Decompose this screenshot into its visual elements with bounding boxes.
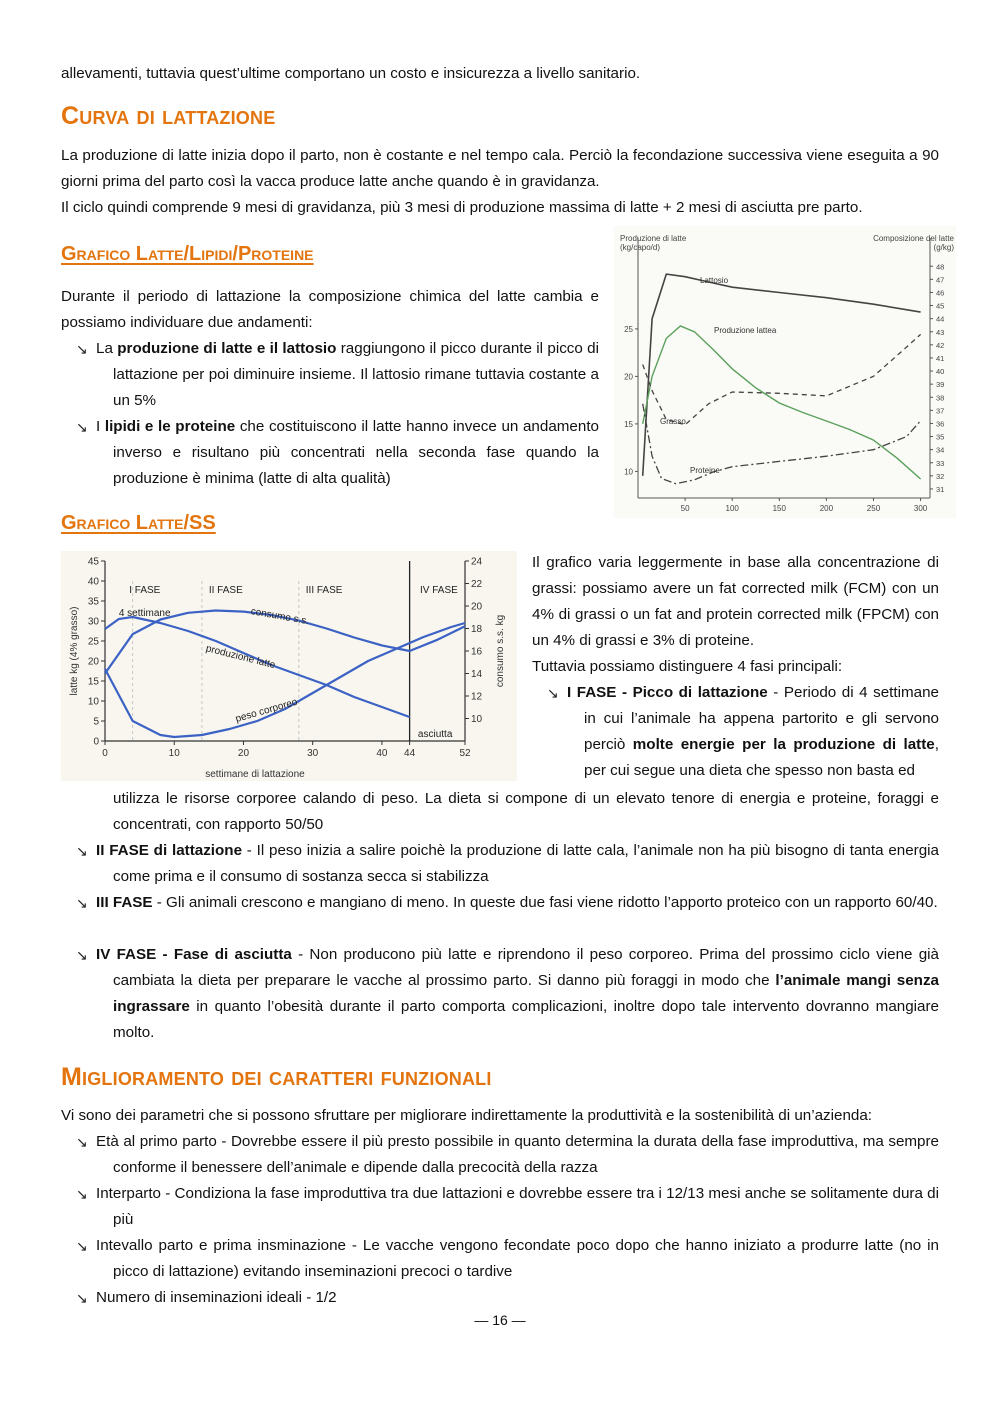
miglioramento-item: ↘ Interparto - Condiziona la fase improduttiva tra due lattazioni e dovrebbe essere tra i 12/13 mesi anche se solitamente dura di più [96, 1181, 939, 1233]
y-left-tick-label: 0 [93, 736, 99, 748]
lipidi-bullet-2: ↘ I lipidi e le proteine che costituiscono il latte hanno invece un andamento inverso e risultano più concentrati nella seconda fase quando la produzione è minima (latte di alta qualità) [96, 414, 599, 492]
series-label: consumo s.s. [249, 606, 310, 628]
y-left-axis-label: latte kg (4% grasso) [69, 606, 80, 696]
x-tick-label: 20 [237, 748, 250, 759]
x-tick-label: 300 [913, 504, 928, 513]
y-right-unit: (g/kg) [933, 243, 954, 252]
fase-3-bullet: ↘ III FASE - Gli animali crescono e mangiano di meno. In queste due fasi viene ridotto l’apporto proteico con un rapporto 60/40. [96, 890, 939, 916]
y-right-tick-label: 33 [936, 458, 945, 468]
intro-line: allevamenti, tuttavia quest’ultime comportano un costo e insicurezza a livello sanitario. [61, 65, 641, 82]
y-right-tick-label: 42 [936, 340, 945, 350]
y-right-tick-label: 35 [936, 432, 945, 442]
bullet-arrow-icon: ↘ [76, 419, 88, 435]
x-tick-label: 44 [404, 748, 416, 759]
lipidi-intro: Durante il periodo di lattazione la composizione chimica del latte cambia e possiamo individuare due andamenti: [61, 288, 599, 331]
heading-curva-lattazione: Curva di lattazione [61, 102, 276, 130]
miglioramento-intro: Vi sono dei parametri che si possono sfruttare per migliorare indirettamente la produttività e la sostenibilità di un’azienda: [61, 1107, 873, 1124]
heading-grafico-ss: Grafico Latte/SS [61, 512, 216, 534]
bullet-arrow-icon: ↘ [76, 1290, 88, 1306]
y-right-tick-label: 16 [471, 646, 483, 658]
series-label: Produzione lattea [714, 326, 777, 335]
y-left-tick-label: 10 [624, 467, 633, 477]
annotation-asciutta: asciutta [417, 729, 453, 740]
bullet-arrow-icon: ↘ [76, 341, 88, 357]
ss-para-2: Tuttavia possiamo distinguere 4 fasi principali: [532, 658, 843, 675]
series-label: produzione latte [204, 643, 277, 672]
fase-4-bullet: ↘ IV FASE - Fase di asciutta - Non producono più latte e riprendono il peso corporeo. Prima del prossimo ciclo viene già cambiata la dieta per preparare le vacche al prossimo parto. Si danno più foraggi in modo che l’animale mangi senza ingrassare in quanto l’obesità durante il parto comporta complicazioni, inoltre dopo tale intervento dovranno mangiare molto. [96, 942, 939, 1046]
y-right-tick-label: 48 [936, 262, 945, 272]
series-line-produzione-lattea [643, 326, 921, 479]
heading-miglioramento: Miglioramento dei caratteri funzionali [61, 1063, 492, 1091]
heading-grafico-lipidi: Grafico Latte/Lipidi/Proteine [61, 243, 314, 265]
x-tick-label: 200 [819, 504, 834, 513]
y-right-tick-label: 38 [936, 393, 945, 403]
y-right-tick-label: 24 [471, 556, 483, 568]
y-right-tick-label: 20 [471, 601, 483, 613]
y-right-tick-label: 47 [936, 275, 945, 285]
y-right-tick-label: 34 [936, 445, 945, 455]
y-left-tick-label: 5 [93, 716, 99, 728]
x-tick-label: 52 [459, 748, 471, 759]
y-right-tick-label: 39 [936, 380, 945, 390]
y-right-tick-label: 45 [936, 301, 945, 311]
y-left-tick-label: 25 [87, 636, 99, 648]
fase-1-bullet: ↘ I FASE - Picco di lattazione - Periodo di 4 settimane in cui l’animale ha appena partorito e gli servono perciò molte energie per la produzione di latte, per cui segue una dieta che spesso non basta ed [567, 680, 939, 784]
series-line-grasso [643, 334, 921, 424]
ss-para: Il grafico varia leggermente in base alla concentrazione di grassi: possiamo avere un fat corrected milk (FCM) con un 4% di grassi o un fat and protein corrected milk (FPCM) con un 4% di grassi e 3% di proteine. [532, 554, 939, 649]
y-right-tick-label: 10 [471, 714, 483, 725]
miglioramento-item: ↘ Età al primo parto - Dovrebbe essere il più presto possibile in quanto determina la durata della fase improduttiva, ma sempre conforme il benessere dell’animale e dipende dalla precocità della razza [96, 1129, 939, 1181]
annotation-4-settimane: 4 settimane [118, 608, 171, 619]
y-left-tick-label: 25 [624, 324, 633, 334]
y-left-unit: (kg/capo/d) [620, 243, 661, 252]
miglioramento-item: ↘ Intevallo parto e prima insminazione - Le vacche vengono fecondate poco dopo che hanno iniziato a produrre latte (no in picco di lattazione) evitando inseminazioni precoci o tardive [96, 1233, 939, 1285]
curva-para-1: La produzione di latte inizia dopo il parto, non è costante e nel tempo cala. Perciò la fecondazione successiva viene eseguita a 90 giorni prima del parto così la vacca produce latte anche quando è in gravidanza. [61, 147, 939, 190]
x-tick-label: 50 [680, 504, 690, 513]
phase-label: IV FASE [420, 585, 458, 596]
series-line-lattosio [643, 274, 921, 476]
x-tick-label: 0 [102, 748, 108, 759]
y-left-tick-label: 15 [87, 676, 99, 688]
y-left-tick-label: 30 [87, 616, 99, 628]
y-right-tick-label: 37 [936, 406, 945, 416]
y-right-axis-label: consumo s.s. kg [495, 614, 506, 688]
y-right-tick-label: 46 [936, 288, 945, 298]
fase-2-bullet: ↘ II FASE di lattazione - Il peso inizia a salire poichè la produzione di latte cala, l’animale non ha più bisogno di tanta energia come prima e il consumo di sostanza secca si stabilizza [96, 838, 939, 890]
bullet-arrow-icon: ↘ [76, 1134, 88, 1150]
y-right-tick-label: 40 [936, 367, 945, 377]
bullet-arrow-icon: ↘ [76, 1186, 88, 1202]
y-left-tick-label: 40 [87, 576, 99, 588]
y-right-label: Composizione del latte [873, 234, 954, 243]
fase-1-continuation: utilizza le risorse corporee calando di peso. La dieta si compone di un elevato tenore di energia e proteine, foraggi e concentrati, con rapporto 50/50 [113, 790, 939, 833]
y-left-tick-label: 15 [624, 419, 633, 429]
y-left-tick-label: 20 [624, 372, 633, 382]
x-axis-label: settimane di lattazione [205, 769, 305, 780]
y-right-tick-label: 44 [936, 314, 945, 324]
phase-label: II FASE [208, 585, 243, 596]
bullet-arrow-icon: ↘ [76, 1238, 88, 1254]
y-left-tick-label: 20 [87, 656, 99, 668]
bullet-arrow-icon: ↘ [547, 685, 559, 701]
y-left-tick-label: 35 [87, 596, 99, 608]
y-right-tick-label: 32 [936, 471, 945, 481]
chart1-svg [614, 226, 956, 518]
miglioramento-item: ↘ Numero di inseminazioni ideali - 1/2 [96, 1285, 939, 1311]
y-right-tick-label: 31 [936, 484, 945, 494]
bullet-arrow-icon: ↘ [76, 895, 88, 911]
x-tick-label: 100 [725, 504, 739, 513]
y-right-tick-label: 36 [936, 419, 945, 429]
chart-latte-lipidi-proteine [614, 226, 956, 518]
series-line-peso-corporeo [105, 623, 465, 737]
y-right-tick-label: 18 [471, 624, 483, 635]
x-tick-label: 30 [307, 748, 319, 759]
x-tick-label: 250 [866, 504, 881, 513]
y-left-tick-label: 45 [87, 556, 99, 568]
x-tick-label: 150 [772, 504, 786, 513]
y-right-tick-label: 12 [471, 691, 483, 703]
chart2-svg [61, 551, 517, 781]
y-right-tick-label: 14 [471, 669, 483, 680]
curva-para-2: Il ciclo quindi comprende 9 mesi di gravidanza, più 3 mesi di produzione massima di latte + 2 mesi di asciutta pre parto. [61, 199, 863, 216]
bullet-arrow-icon: ↘ [76, 947, 88, 963]
phase-label: III FASE [305, 585, 343, 596]
page-number: — 16 — [474, 1312, 526, 1328]
series-label: peso corporeo [234, 696, 299, 725]
y-left-tick-label: 10 [87, 696, 99, 708]
x-tick-label: 10 [168, 748, 180, 759]
x-tick-label: 40 [376, 748, 388, 759]
y-left-label: Produzione di latte [620, 234, 687, 243]
bullet-arrow-icon: ↘ [76, 843, 88, 859]
y-right-tick-label: 41 [936, 353, 945, 363]
series-label: Lattosio [700, 276, 729, 285]
series-label: Proteine [690, 466, 720, 475]
phase-label: I FASE [129, 585, 161, 596]
y-right-tick-label: 43 [936, 327, 945, 337]
lipidi-bullet-1: ↘ La produzione di latte e il lattosio raggiungono il picco durante il picco di lattazione per poi diminuire insieme. Il lattosio rimane tuttavia costante a un 5% [96, 336, 599, 414]
chart-latte-ss [61, 551, 517, 781]
series-label: Grasso [660, 417, 686, 426]
y-right-tick-label: 22 [471, 579, 483, 590]
